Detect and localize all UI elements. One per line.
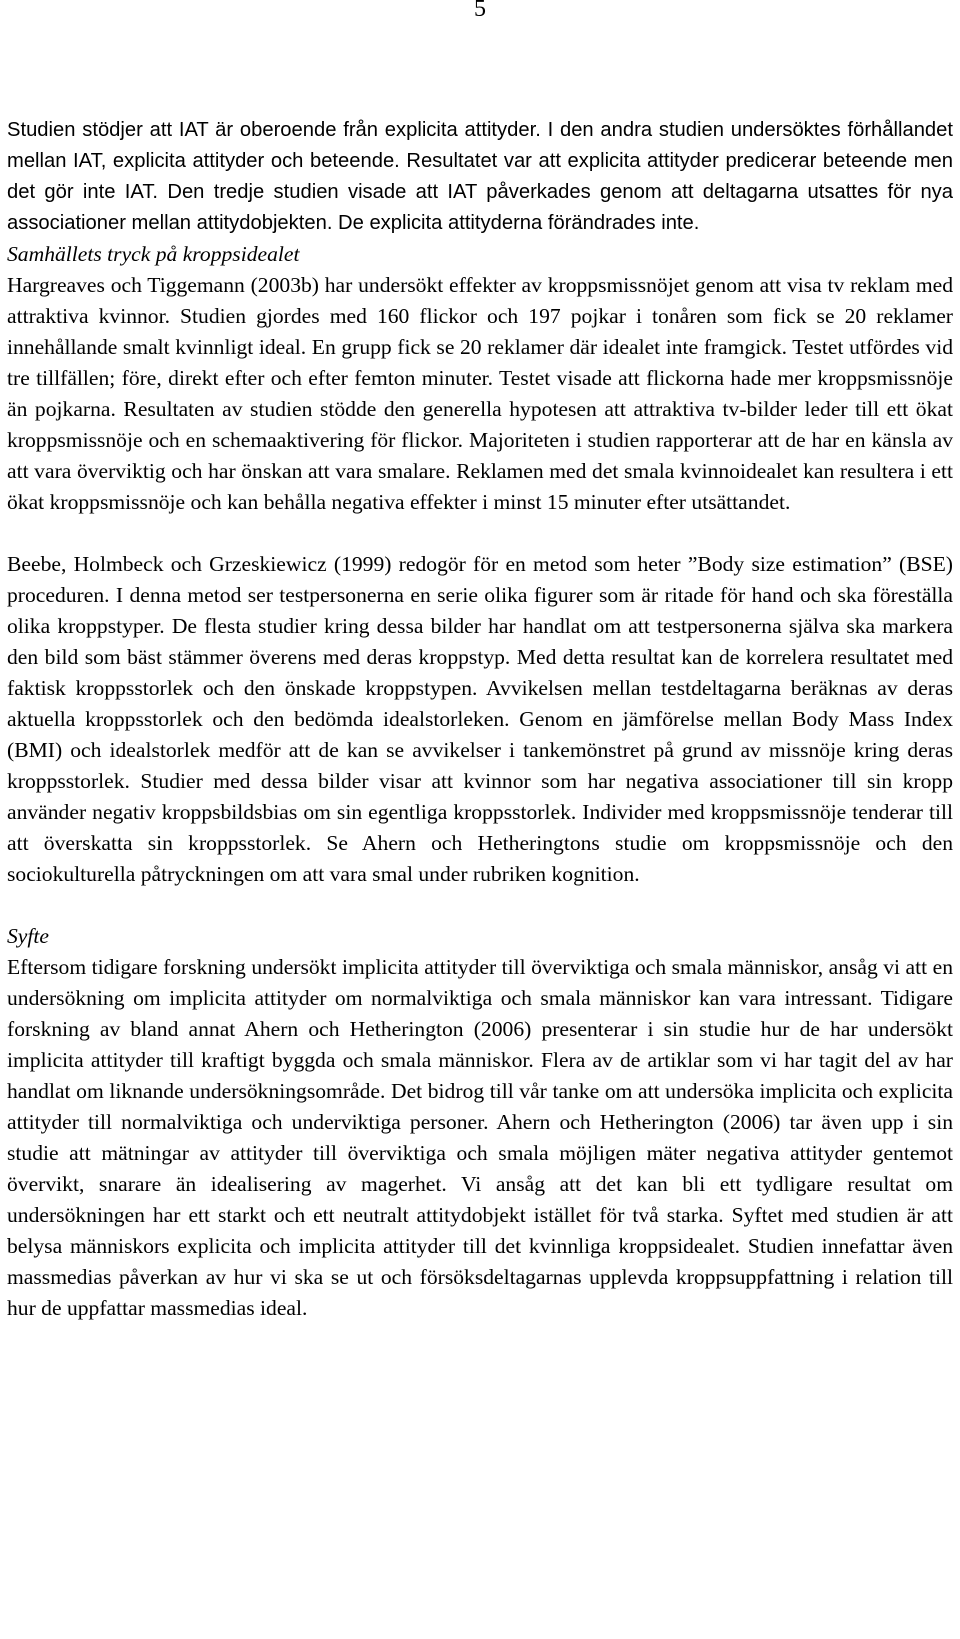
section-heading-body-ideal: Samhällets tryck på kroppsidealet <box>7 242 300 266</box>
bse-paragraph: Beebe, Holmbeck och Grzeskiewicz (1999) redogör för en metod som heter ”Body size estimation” (BSE) proceduren. I denna metod ser testpersonerna en serie olika figurer som är ritade för hand och ska föreställa olika kroppstyper. De flesta studier kring dessa bilder har handlat om att testpersonerna själva ska markera den bild som bäst stämmer överens med deras kroppstyp. Med detta resultat kan de korrelera resultatet med faktisk kroppsstorlek och den önskade kroppstypen. Avvikelsen mellan testdeltagarna beräknas av deras aktuella kroppsstorlek och den bedömda idealstorleken. Genom en jämförelse mellan Body Mass Index (BMI) och idealstorlek medför att de kan se avvikelser i tankemönstret på grund av missnöje kring deras kroppsstorlek. Studier med dessa bilder visar att kvinnor som har negativa associationer till sin kropp använder negativ kroppsbildsbias om sin egentliga kroppsstorlek. Individer med kroppsmissnöje tenderar till att överskatta sin kroppsstorlek. Se Ahern och Hetheringtons studie om kroppsmissnöje och den sociokulturella påtryckningen om att vara smal under rubriken kognition. <box>7 552 953 886</box>
paragraph-spacer <box>7 518 953 549</box>
syfte-paragraph: Eftersom tidigare forskning undersökt implicita attityder till överviktiga och smala människor, ansåg vi att en undersökning om implicita attityder om normalviktiga och smala människor kan vara intressant. Tidigare forskning av bland annat Ahern och Hetherington (2006) presenterar i sin studie hur de har undersökt implicita attityder till kraftigt byggda och smala människor. Flera av de artiklar som vi har tagit del av har handlat om liknande undersökningsområde. Det bidrog till vår tanke om att undersöka implicita och explicita attityder till normalviktiga och underviktiga personer. Ahern och Hetherington (2006) tar även upp i sin studie att mätningar av attityder till överviktiga och smala möjligen mäter negativa attityder gentemot övervikt, snarare än idealisering av magerhet. Vi ansåg att det kan bli ett tydligare resultat om undersökningen har ett starkt och ett neutralt attitydobjekt istället för två starka. Syftet med studien är att belysa människors explicita och implicita attityder till det kvinnliga kroppsidealet. Studien innefattar även massmedias påverkan av hur vi ska se ut och försöksdeltagarnas upplevda kroppsuppfattning i relation till hur de uppfattar massmedias ideal. <box>7 955 953 1320</box>
intro-paragraph: Studien stödjer att IAT är oberoende från explicita attityder. I den andra studien undersöktes förhållandet mellan IAT, explicita attityder och beteende. Resultatet var att explicita attityder predicerar beteende men det gör inte IAT. Den tredje studien visade att IAT påverkades genom att deltagarna utsattes för nya associationer mellan attitydobjekten. De explicita attityderna förändrades inte. <box>7 119 953 234</box>
page-number: 5 <box>474 0 486 22</box>
section-heading-syfte: Syfte <box>7 924 49 948</box>
body-ideal-paragraph: Hargreaves och Tiggemann (2003b) har undersökt effekter av kroppsmissnöjet genom att visa tv reklam med attraktiva kvinnor. Studien gjordes med 160 flickor och 197 pojkar i tonåren som fick se 20 reklamer innehållande smalt kvinnligt ideal. En grupp fick se 20 reklamer där idealet inte framgick. Testet utfördes vid tre tillfällen; före, direkt efter och efter femton minuter. Testet visade att flickorna hade mer kroppsmissnöje än pojkarna. Resultaten av studien stödde den generella hypotesen att attraktiva tv-bilder leder till ett ökat kroppsmissnöje och en schemaaktivering för flickor. Majoriteten i studien rapporterar att de har en känsla av att vara överviktig och har önskan att vara smalare. Reklamen med det smala kvinnoidealet kan resultera i ett ökat kroppsmissnöje och kan behålla negativa effekter i minst 15 minuter efter utsättandet. <box>7 273 953 514</box>
paragraph-spacer <box>7 890 953 921</box>
page-content <box>7 115 953 1324</box>
